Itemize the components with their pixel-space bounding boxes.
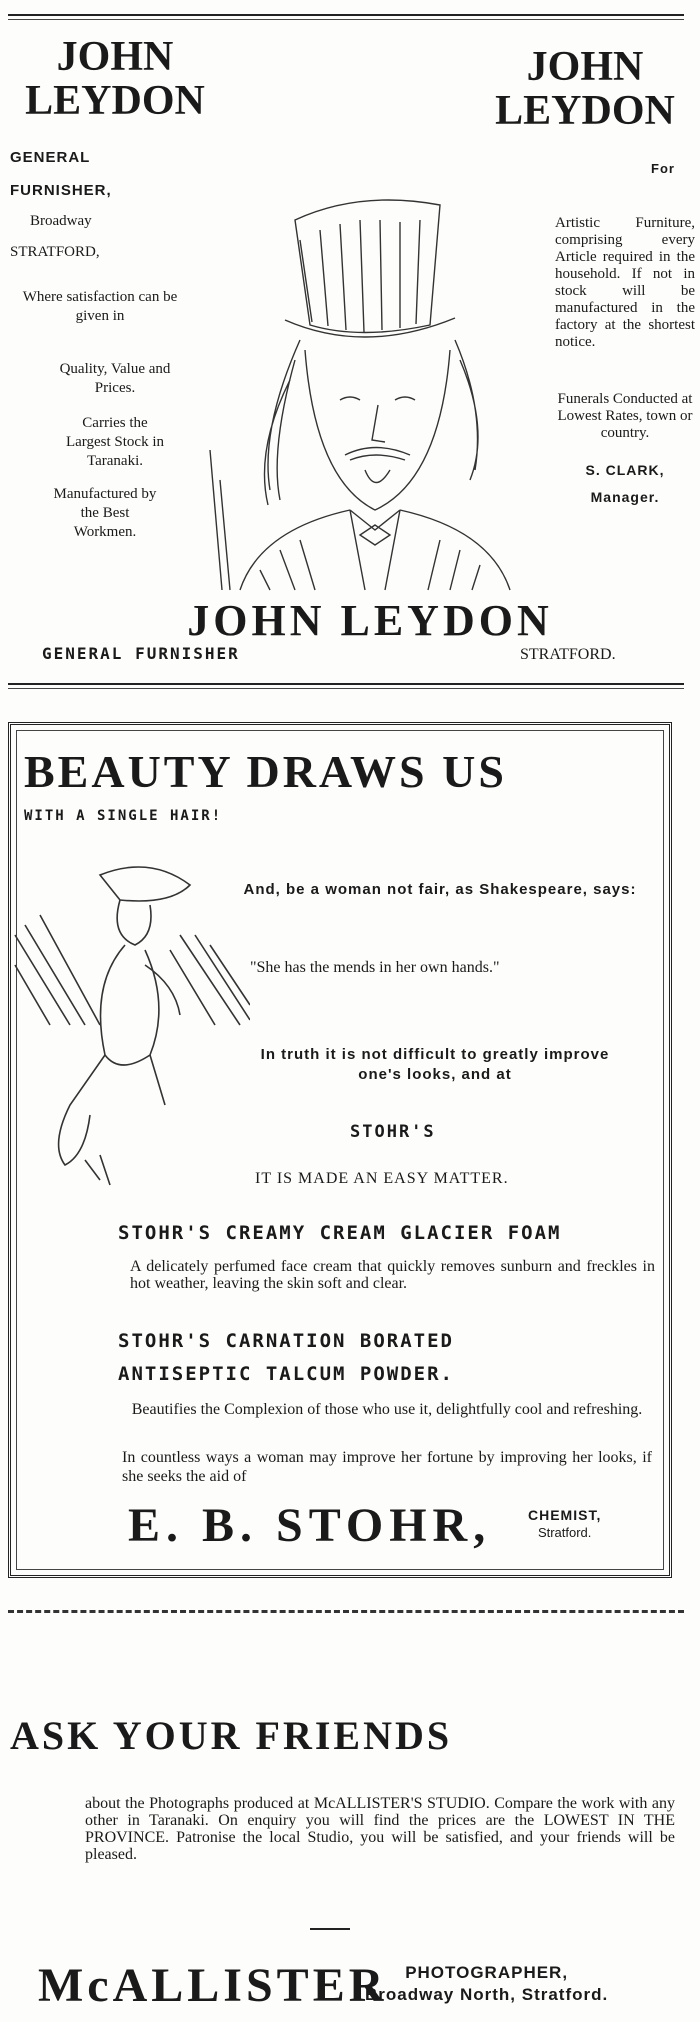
ad1-carries: Carries the Largest Stock in Taranaki. bbox=[65, 415, 165, 469]
ad1-manager-title: Manager. bbox=[590, 489, 660, 505]
ad3-body: about the Photographs produced at McALLISTER'S STUDIO. Compare the work with any other in Taranaki. On enquiry you will find the prices are the LOWEST IN THE PROVINCE. Patronise the local Studio, you will be satisfied, and your friends will be pleased. bbox=[85, 1795, 675, 1863]
ad2-stohr-name: E. B. STOHR, bbox=[128, 1499, 492, 1552]
ad1-footer-sub: GENERAL FURNISHER bbox=[42, 644, 240, 663]
ad2-product2-name-line2: ANTISEPTIC TALCUM POWDER. bbox=[118, 1363, 454, 1385]
ad2-chemist: CHEMIST, bbox=[528, 1507, 602, 1523]
top-rule bbox=[8, 14, 684, 16]
ad1-for: For bbox=[651, 161, 675, 176]
ad1-title-left: JOHN LEYDON bbox=[25, 34, 205, 124]
ad2-title: BEAUTY DRAWS US bbox=[24, 746, 507, 797]
ad2-product2-description: Beautifies the Complexion of those who use it, delightfully cool and refreshing. bbox=[131, 1401, 643, 1418]
ad1-footer-name: JOHN LEYDON bbox=[187, 596, 553, 645]
ad2-chemist-town: Stratford. bbox=[537, 1525, 592, 1540]
ad1-quality: Quality, Value and Prices. bbox=[59, 361, 171, 396]
section-rule-1-thin bbox=[8, 688, 684, 689]
ad1-general: GENERAL bbox=[10, 149, 91, 166]
ad2-quote: "She has the mends in her own hands." bbox=[250, 959, 500, 976]
section-rule-1 bbox=[8, 683, 684, 685]
ad1-artistic: Artistic Furniture, comprising every Article required in the household. If not in stock will be manufactured in the factory at the shortest notice. bbox=[555, 215, 695, 350]
ad2-stohrs: STOHR'S bbox=[350, 1122, 436, 1142]
man-portrait-illustration bbox=[200, 150, 550, 600]
section-rule-2 bbox=[8, 1610, 684, 1613]
ad2-truth-text: In truth it is not difficult to greatly improve one's looks, and at bbox=[260, 1046, 610, 1083]
ad1-satisfaction: Where satisfaction can be given in bbox=[22, 289, 178, 324]
ad1-manufactured: Manufactured by the Best Workmen. bbox=[53, 486, 157, 540]
ad2-product1-name: STOHR'S CREAMY CREAM GLACIER FOAM bbox=[118, 1222, 562, 1244]
ad1-title-right: JOHN LEYDON bbox=[495, 44, 675, 134]
ad1-stratford: STRATFORD, bbox=[10, 244, 100, 260]
ad1-funerals: Funerals Conducted at Lowest Rates, town or country. bbox=[557, 391, 693, 441]
ad2-subtitle: WITH A SINGLE HAIR! bbox=[24, 808, 223, 824]
ad3-address: Broadway North, Stratford. bbox=[365, 1985, 609, 2004]
ad2-countless-text: In countless ways a woman may improve her fortune by improving her looks, if she seeks the aid of bbox=[122, 1449, 652, 1485]
ad2-chemist-block bbox=[528, 1506, 601, 1542]
ad3-title: ASK YOUR FRIENDS bbox=[10, 1713, 453, 1758]
top-rule-thin bbox=[8, 19, 684, 20]
ad3-role: PHOTOGRAPHER, bbox=[405, 1963, 569, 1982]
ad1-broadway: Broadway bbox=[30, 213, 92, 229]
ad3-divider bbox=[310, 1928, 350, 1930]
ad2-quote-intro: And, be a woman not fair, as Shakespeare, says: bbox=[243, 881, 637, 898]
ad2-product1-description: A delicately perfumed face cream that quickly removes sunburn and freckles in hot weather, leaving the skin soft and clear. bbox=[130, 1258, 655, 1292]
ad1-right-column bbox=[555, 161, 695, 506]
ad1-footer-town: STRATFORD. bbox=[520, 646, 616, 663]
woman-with-hat-illustration bbox=[10, 855, 250, 1195]
ad1-left-column bbox=[10, 148, 190, 542]
ad1-manager-name: S. CLARK, bbox=[585, 462, 665, 478]
ad3-name: McALLISTER bbox=[38, 1959, 388, 2012]
ad1-furnisher: FURNISHER, bbox=[10, 182, 112, 199]
ad2-easy-matter: IT IS MADE AN EASY MATTER. bbox=[255, 1170, 509, 1187]
ad3-role-block bbox=[365, 1962, 608, 2006]
ad2-product2-name-line1: STOHR'S CARNATION BORATED bbox=[118, 1330, 454, 1352]
